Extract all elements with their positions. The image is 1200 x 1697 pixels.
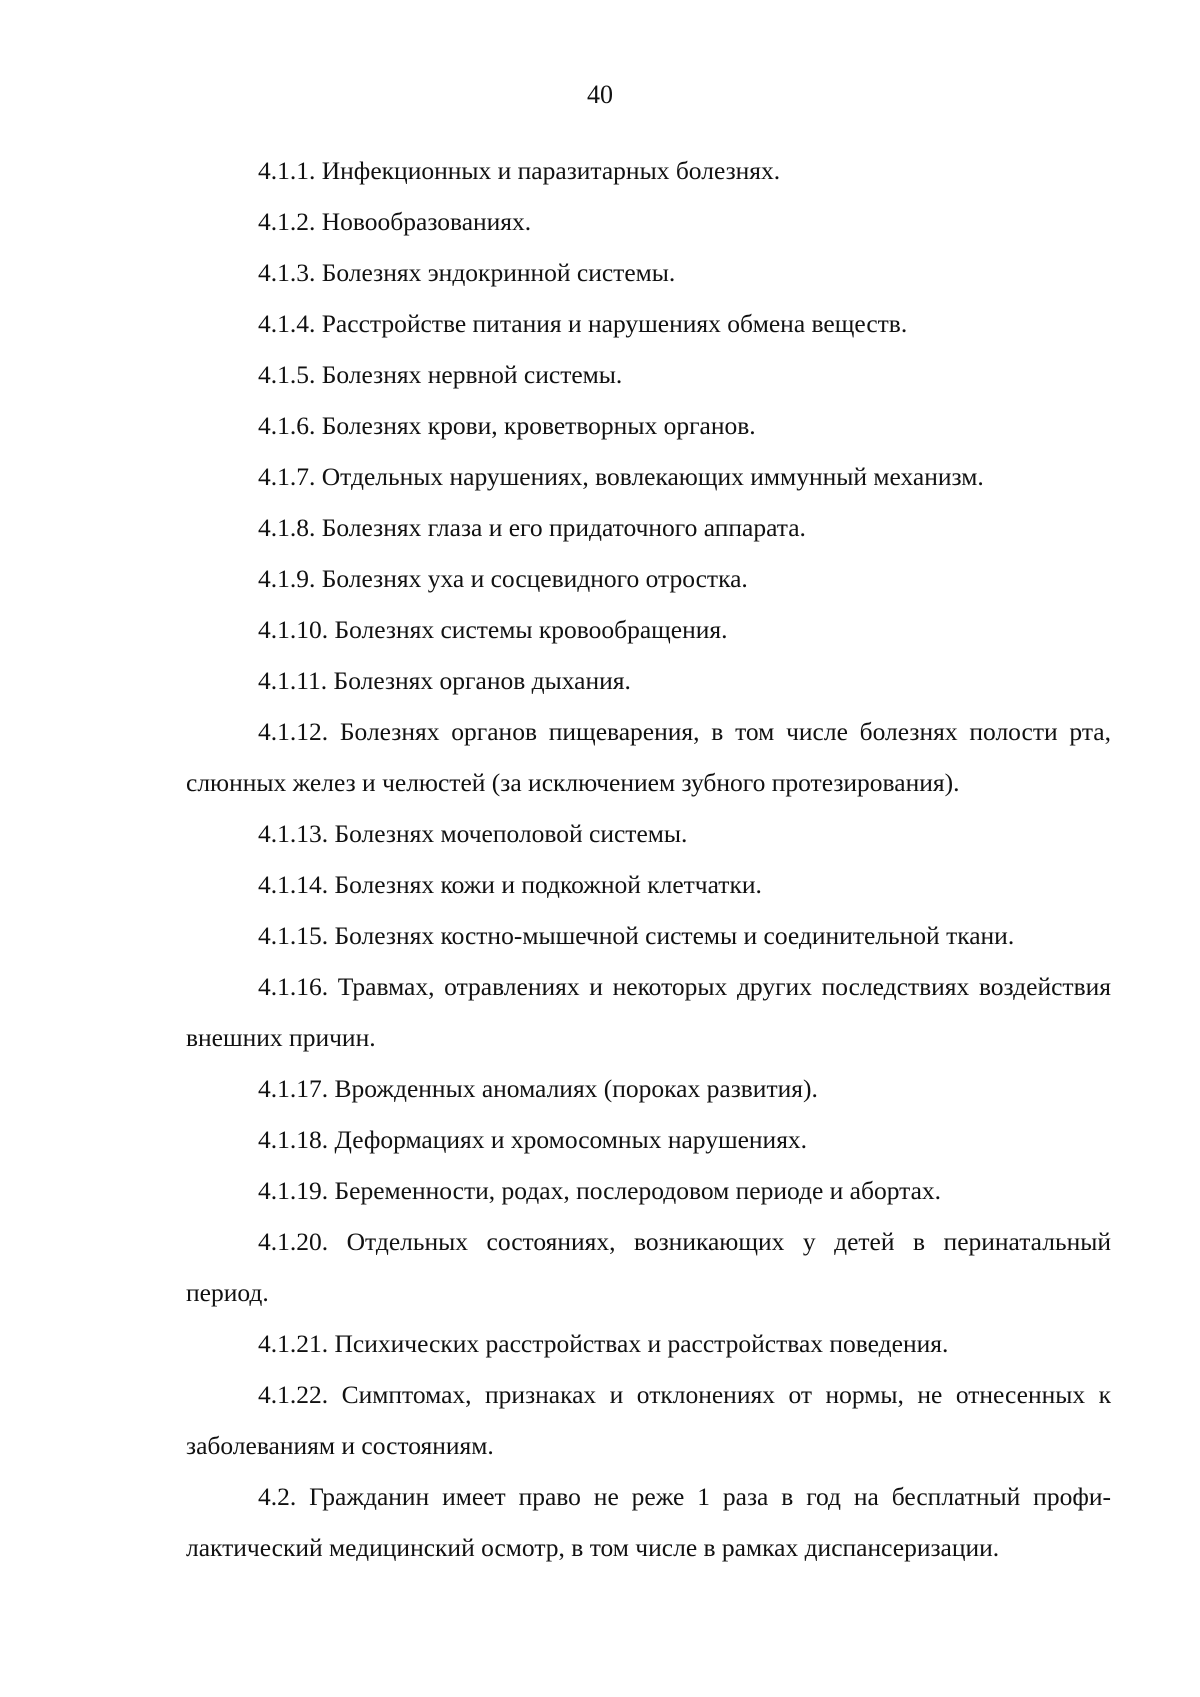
paragraph-4-1-3: 4.1.3. Болезнях эндокринной системы. xyxy=(258,258,676,287)
paragraph-4-1-10: 4.1.10. Болезнях системы кровообращения. xyxy=(258,615,728,644)
paragraph-4-1-12: 4.1.12. Болезнях органов пищеварения, в том числе болезнях полости рта, слюнных желез и челюстей (за исключением зубного протезирования). xyxy=(186,717,1111,797)
page-number: 40 xyxy=(587,80,613,109)
document-body xyxy=(186,145,1111,1573)
paragraph-4-1-2: 4.1.2. Новообразованиях. xyxy=(258,207,532,236)
paragraph-4-1-8: 4.1.8. Болезнях глаза и его придаточного аппарата. xyxy=(258,513,806,542)
paragraph-4-1-18: 4.1.18. Деформациях и хромосомных нарушениях. xyxy=(258,1125,808,1154)
paragraph-4-1-7: 4.1.7. Отдельных нарушениях, вовлекающих иммунный механизм. xyxy=(258,462,984,491)
paragraph-4-1-1: 4.1.1. Инфекционных и паразитарных болезнях. xyxy=(258,156,781,185)
paragraph-4-1-21: 4.1.21. Психических расстройствах и расстройствах поведения. xyxy=(258,1329,949,1358)
paragraph-4-1-22: 4.1.22. Симптомах, признаках и отклонениях от нормы, не отнесенных к заболеваниям и состояниям. xyxy=(186,1380,1111,1460)
paragraph-4-1-17: 4.1.17. Врожденных аномалиях (пороках развития). xyxy=(258,1074,818,1103)
paragraph-4-1-6: 4.1.6. Болезнях крови, кроветворных органов. xyxy=(258,411,756,440)
paragraph-4-1-4: 4.1.4. Расстройстве питания и нарушениях обмена веществ. xyxy=(258,309,908,338)
paragraph-4-1-13: 4.1.13. Болезнях мочеполовой системы. xyxy=(258,819,688,848)
paragraph-4-1-9: 4.1.9. Болезнях уха и сосцевидного отростка. xyxy=(258,564,748,593)
paragraph-4-1-14: 4.1.14. Болезнях кожи и подкожной клетчатки. xyxy=(258,870,762,899)
paragraph-4-1-5: 4.1.5. Болезнях нервной системы. xyxy=(258,360,623,389)
paragraph-4-2: 4.2. Гражданин имеет право не реже 1 раза в год на бесплатный профилактический медицинский осмотр, в том числе в рамках диспансеризации. xyxy=(186,1482,1111,1562)
paragraph-4-1-16: 4.1.16. Травмах, отравлениях и некоторых других последствиях воздействия внешних причин. xyxy=(186,972,1111,1052)
paragraph-4-1-19: 4.1.19. Беременности, родах, послеродовом периоде и абортах. xyxy=(258,1176,942,1205)
paragraph-4-1-11: 4.1.11. Болезнях органов дыхания. xyxy=(258,666,631,695)
paragraph-4-1-20: 4.1.20. Отдельных состояниях, возникающих у детей в перинатальный период. xyxy=(186,1227,1111,1307)
paragraph-4-1-15: 4.1.15. Болезнях костно-мышечной системы и соединительной ткани. xyxy=(258,921,1015,950)
